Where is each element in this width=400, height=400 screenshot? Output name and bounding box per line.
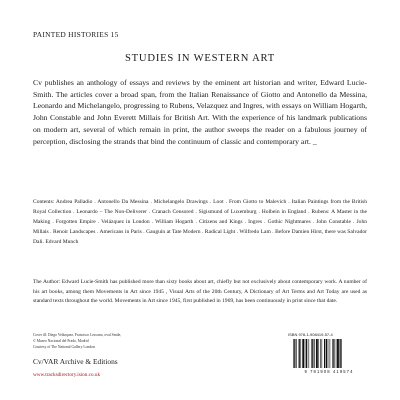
credit-line: © Museo Nacional del Prado, Madrid (33, 339, 89, 344)
barcode-bar (299, 339, 300, 368)
barcode-bar (336, 339, 337, 368)
isbn-label: ISBN 978-1-908419-57-4 (288, 332, 333, 337)
barcode-bar (332, 339, 333, 368)
barcode-bar (322, 339, 323, 368)
barcode-bar (312, 339, 313, 368)
barcode-icon (292, 339, 366, 368)
barcode-bar (293, 339, 294, 368)
barcode-bar (320, 339, 321, 368)
barcode-bar (305, 339, 306, 368)
barcode-bar (296, 339, 297, 368)
barcode-bar (326, 339, 327, 368)
credit-line: Cover ill: Diego Velázquez, Francisco Lezcano, oval Smile, (33, 333, 122, 337)
barcode-bar (337, 339, 339, 368)
publisher-url[interactable]: www.tracksdirectory.ision.co.uk (33, 372, 101, 378)
barcode-bar (294, 339, 295, 368)
intro-paragraph: Cv publishes an anthology of essays and reviews by the eminent art historian and writer, Edward Lucie-Smith. The articles cover a broad span, from the Italian Renaissance of Giotto and Antonello da Messina, Leonardo and Michelangelo, progressing to Rubens, Velazquez and Ingres, with essays on William Hogarth, John Constable and John Everett Millais for British Art. With the experience of his landmark publications on modern art, several of which remain in print, the author sweeps the reader on a fabulous journey of perception, disclosing the strands that bind the continuum of classic and contemporary art. _ (33, 78, 367, 146)
credit-line: Courtesy of The National Gallery London (33, 345, 95, 350)
barcode-bar (324, 339, 325, 368)
barcode-bar (311, 339, 312, 368)
barcode-bar (333, 339, 334, 368)
barcode-block (288, 332, 370, 377)
barcode-bar (330, 339, 331, 368)
cover-credits (33, 332, 193, 351)
barcode-bar (300, 339, 301, 368)
publisher-name: Cv/VAR Archive & Editions (33, 357, 118, 366)
barcode-bar (340, 339, 341, 368)
barcode-bar (316, 339, 318, 368)
barcode-bar (302, 339, 304, 368)
barcode-bar (306, 339, 307, 368)
barcode-bar (328, 339, 329, 368)
barcode-bar (318, 339, 319, 368)
author-paragraph: The Author: Edward Lucie-Smith has published more than sixty books about art, chiefly but not exclusively about contemporary work. A number of his art books, among them Movements in Art since 1945 , Visual Arts of the 20th Century, A Dictionary of Art Terms and Art Today are used as standard texts throughout the world. Movements in Art since 1945, first published in 1969, has been continuously in print since that date. (33, 279, 367, 305)
contents-paragraph: Contents: Andrea Palladio . Antonello Da Messina . Michelangelo Drawings . Loot . From Giotto to Malevich . Italian Paintings from the British Royal Collection . Leonardo – The Non-Deliverer . Cranach Censored . Sigismund of Luxemburg . Holbein in England . Rubens: A Master in the Making . Forgotten Empire . Velázquez in London . William Hogarth . Citizens and Kings . Ingres . Gothic Nightmares . John Constable . John Millais . Renoir Landscapes . Americans in Paris . Gauguin at Tate Modern . Radical Light . Wilfredo Lam . Before Damien Hirst, there was Salvador Dali. Edvard Munch (33, 199, 367, 246)
page-title: STUDIES IN WESTERN ART (124, 53, 276, 64)
barcode-bar (309, 339, 310, 368)
barcode-bar (314, 339, 315, 368)
barcode-bar (341, 339, 342, 368)
series-label: PAINTED HISTORIES 15 (33, 30, 119, 39)
barcode-number: 9 781908 419574 (304, 369, 354, 374)
